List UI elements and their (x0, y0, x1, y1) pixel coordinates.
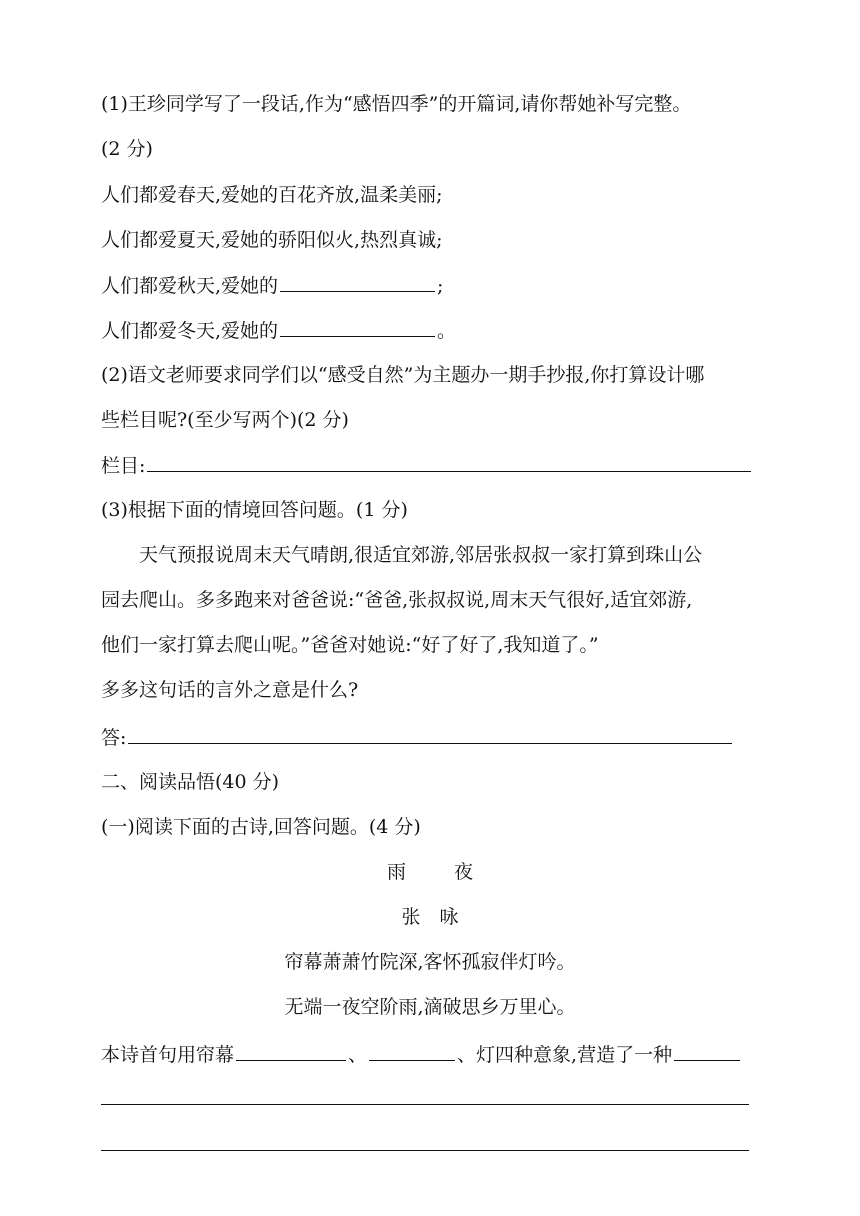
implication-answer-label: 答: (101, 727, 127, 749)
implication-answer-blank[interactable] (128, 725, 732, 744)
poem-author: 张 咏 (401, 906, 459, 928)
scenario-paragraph-line-2: 园去爬山。多多跑来对爸爸说:“爸爸,张叔叔说,周末天气很好,适宜郊游, (101, 589, 693, 611)
scenario-paragraph-line-3: 他们一家打算去爬山呢。”爸爸对她说:“好了好了,我知道了。” (101, 634, 599, 656)
question-2-line-1: (2)语文老师要求同学们以“感受自然”为主题办一期手抄报,你打算设计哪 (101, 364, 705, 386)
question-2-line-2: 些栏目呢?(至少写两个)(2 分) (101, 409, 349, 431)
question-1-intro: (1)王珍同学写了一段话,作为“感悟四季”的开篇词,请你帮她补写完整。 (101, 93, 692, 115)
autumn-answer-blank[interactable] (280, 273, 435, 292)
question-1-score: (2 分) (101, 138, 153, 160)
poem-line-2: 无端一夜空阶雨,滴破思乡万里心。 (284, 996, 576, 1018)
poem-question (101, 1042, 742, 1067)
scenario-paragraph-line-1: 天气预报说周末天气晴朗,很适宜郊游,邻居张叔叔一家打算到珠山公 (139, 544, 703, 566)
column-answer-blank[interactable] (147, 453, 751, 472)
season-line-autumn (101, 273, 443, 298)
season-line-winter (101, 318, 456, 343)
section-2-title: 二、阅读品悟(40 分) (101, 771, 280, 793)
question-3-prompt: 多多这句话的言外之意是什么? (101, 679, 359, 701)
poem-title (0, 860, 860, 884)
season-line-spring: 人们都爱春天,爱她的百花齐放,温柔美丽; (101, 184, 443, 206)
atmosphere-blank[interactable] (674, 1042, 740, 1061)
section-2-subsection-1: (一)阅读下面的古诗,回答问题。(4 分) (101, 816, 421, 838)
column-answer-label: 栏目: (101, 455, 146, 477)
implication-answer-row (101, 725, 734, 750)
poem-title-char-2: 夜 (454, 861, 474, 883)
poem-question-middle: 、灯四种意象,营造了一种 (457, 1044, 673, 1066)
answer-line-2[interactable] (101, 1150, 749, 1151)
season-line-winter-prefix: 人们都爱冬天,爱她的 (101, 320, 279, 342)
season-line-winter-suffix: 。 (437, 320, 457, 342)
column-answer-row (101, 453, 753, 478)
season-line-autumn-prefix: 人们都爱秋天,爱她的 (101, 275, 279, 297)
poem-question-prefix: 本诗首句用帘幕 (101, 1044, 235, 1066)
answer-line-1[interactable] (101, 1104, 749, 1105)
poem-question-separator: 、 (348, 1044, 368, 1066)
imagery-blank-2[interactable] (369, 1042, 455, 1061)
imagery-blank-1[interactable] (236, 1042, 346, 1061)
poem-line-1: 帘幕萧萧竹院深,客怀孤寂伴灯吟。 (284, 951, 576, 973)
season-line-autumn-suffix: ; (437, 275, 444, 297)
question-3-intro: (3)根据下面的情境回答问题。(1 分) (101, 499, 408, 521)
season-line-summer: 人们都爱夏天,爱她的骄阳似火,热烈真诚; (101, 229, 443, 251)
poem-title-char-1: 雨 (386, 861, 406, 883)
winter-answer-blank[interactable] (280, 318, 435, 337)
